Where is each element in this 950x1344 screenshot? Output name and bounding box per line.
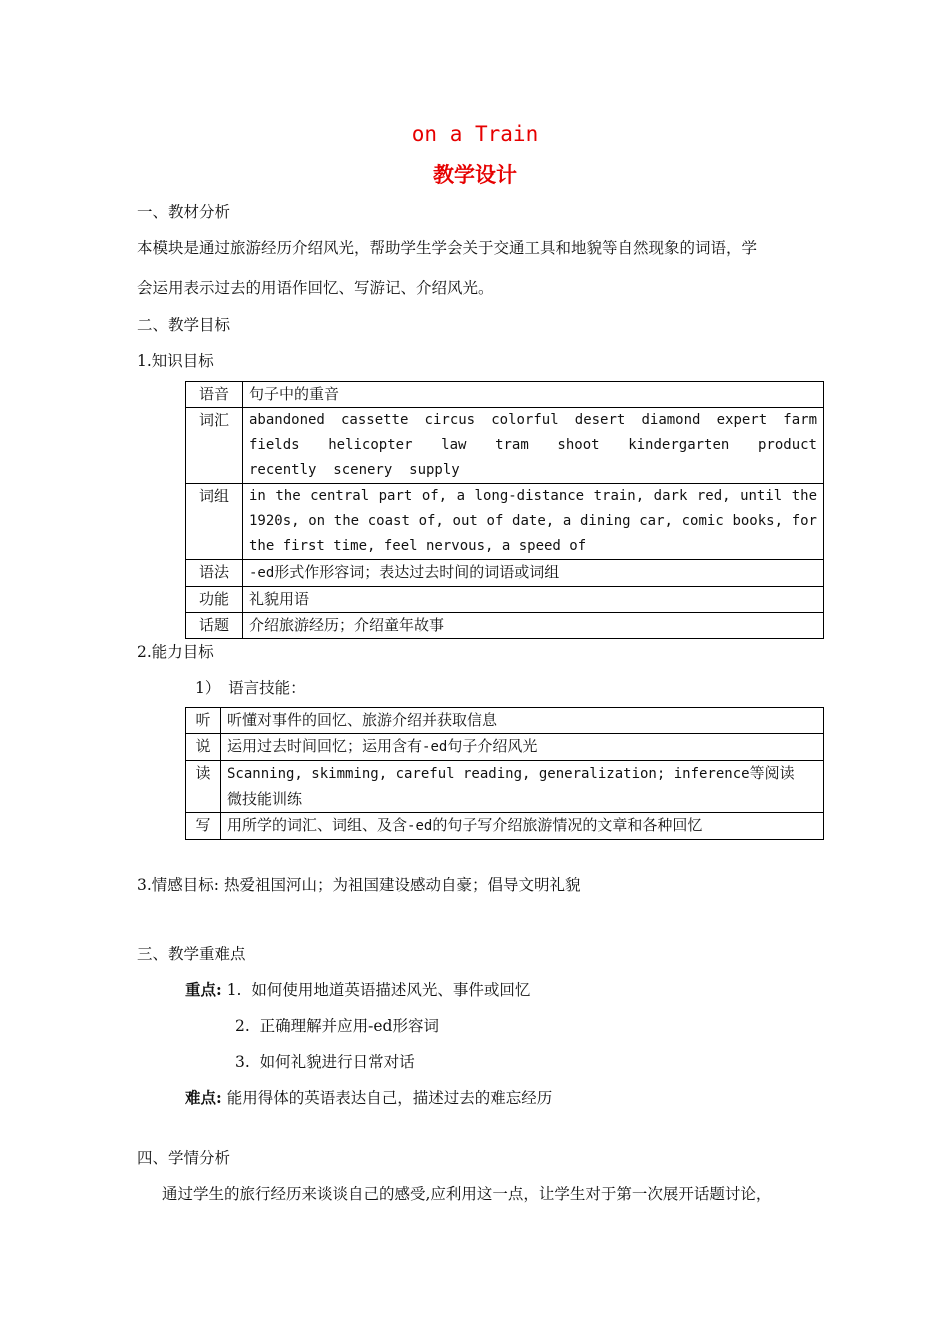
ability-goals-heading: 2.能力目标 <box>137 643 214 661</box>
row-label-pronunciation: 语音 <box>186 382 243 408</box>
table-row <box>186 734 824 761</box>
write-text-mono: -ed <box>407 818 433 834</box>
table-row <box>186 560 824 587</box>
key-point-item-1-line: 重点: 1. 如何使用地道英语描述风光、事件或回忆 <box>185 980 531 999</box>
table-row <box>186 761 824 813</box>
section-heading-3: 三、教学重难点 <box>137 945 246 963</box>
vocab-line-3: recently scenery supply <box>249 462 460 478</box>
row-content-listen: 听懂对事件的回忆、旅游介绍并获取信息 <box>221 708 824 734</box>
key-point-item-3: 3. 如何礼貌进行日常对话 <box>235 1053 415 1071</box>
phrases-line-3: the first time, feel nervous, a speed of <box>249 538 587 554</box>
row-label-phrases: 词组 <box>186 484 243 560</box>
vocab-line-1: abandoned cassette circus colorful desert diamond expert farm <box>249 412 817 428</box>
row-content-function: 礼貌用语 <box>243 587 824 613</box>
table-row <box>186 613 824 639</box>
row-label-vocab: 词汇 <box>186 408 243 484</box>
document-title-chinese: 教学设计 <box>433 162 517 187</box>
row-content-read <box>221 761 824 813</box>
row-content-pronunciation: 句子中的重音 <box>243 382 824 408</box>
section-heading-2: 二、教学目标 <box>137 316 231 334</box>
difficult-points-label: 难点 <box>185 1088 217 1107</box>
section-1-paragraph-line-1: 本模块是通过旅游经历介绍风光，帮助学生学会关于交通工具和地貌等自然现象的词语，学 <box>137 239 758 257</box>
row-content-vocab <box>243 408 824 484</box>
difficult-point-line: 难点: 能用得体的英语表达自己，描述过去的难忘经历 <box>185 1088 553 1107</box>
row-label-topic: 话题 <box>186 613 243 639</box>
row-content-grammar <box>243 560 824 587</box>
row-content-topic: 介绍旅游经历；介绍童年故事 <box>243 613 824 639</box>
section-heading-4: 四、学情分析 <box>137 1149 231 1167</box>
key-point-item-1: 1. 如何使用地道英语描述风光、事件或回忆 <box>226 981 531 999</box>
row-label-speak: 说 <box>186 734 221 761</box>
row-content-write <box>221 813 824 840</box>
key-point-item-2: 2. 正确理解并应用-ed形容词 <box>235 1017 439 1035</box>
row-label-read: 读 <box>186 761 221 813</box>
document-title-english: on a Train <box>411 122 539 146</box>
row-label-function: 功能 <box>186 587 243 613</box>
difficult-point-text: 能用得体的英语表达自己，描述过去的难忘经历 <box>226 1089 553 1107</box>
section-1-paragraph-line-2: 会运用表示过去的用语作回忆、写游记、介绍风光。 <box>137 279 494 297</box>
section-heading-1: 一、教材分析 <box>137 203 231 221</box>
read-line-2: 微技能训练 <box>227 790 303 808</box>
read-line-1 <box>227 761 817 787</box>
language-skills-table <box>185 707 824 840</box>
write-text-post: 的句子写介绍旅游情况的文章和各种回忆 <box>432 816 703 834</box>
table-row <box>186 708 824 734</box>
speak-text-post: 句子介绍风光 <box>447 737 538 755</box>
row-label-grammar: 语法 <box>186 560 243 587</box>
table-row <box>186 382 824 408</box>
table-row <box>186 408 824 484</box>
row-label-write: 写 <box>186 813 221 840</box>
row-content-speak <box>221 734 824 761</box>
table-row <box>186 587 824 613</box>
emotional-goals-line: 3.情感目标: 热爱祖国河山；为祖国建设感动自豪；倡导文明礼貌 <box>137 876 581 894</box>
knowledge-goals-table <box>185 381 824 639</box>
grammar-prefix: -ed <box>249 565 275 581</box>
speak-text-pre: 运用过去时间回忆；运用含有 <box>227 737 423 755</box>
key-points-label: 重点 <box>185 980 217 999</box>
table-row <box>186 813 824 840</box>
read-text-post: 等阅读 <box>749 764 795 782</box>
vocab-line-2: fields helicopter law tram shoot kindergarten product <box>249 437 817 453</box>
speak-text-mono: -ed <box>422 739 448 755</box>
row-content-phrases <box>243 484 824 560</box>
row-label-listen: 听 <box>186 708 221 734</box>
section-4-paragraph: 通过学生的旅行经历来谈谈自己的感受,应利用这一点，让学生对于第一次展开话题讨论， <box>162 1185 772 1203</box>
read-text-mono: Scanning, skimming, careful reading, generalization; inference <box>227 766 750 782</box>
table-row <box>186 484 824 560</box>
phrases-line-1: in the central part of, a long-distance train, dark red, until the <box>249 488 817 504</box>
knowledge-goals-heading: 1.知识目标 <box>137 352 214 370</box>
write-text-pre: 用所学的词汇、词组、及含 <box>227 816 408 834</box>
phrases-line-2: 1920s, on the coast of, out of date, a dining car, comic books, for <box>249 513 817 529</box>
language-skills-subheading: 1） 语言技能： <box>195 679 306 697</box>
grammar-text: 形式作形容词；表达过去时间的词语或词组 <box>274 563 560 581</box>
